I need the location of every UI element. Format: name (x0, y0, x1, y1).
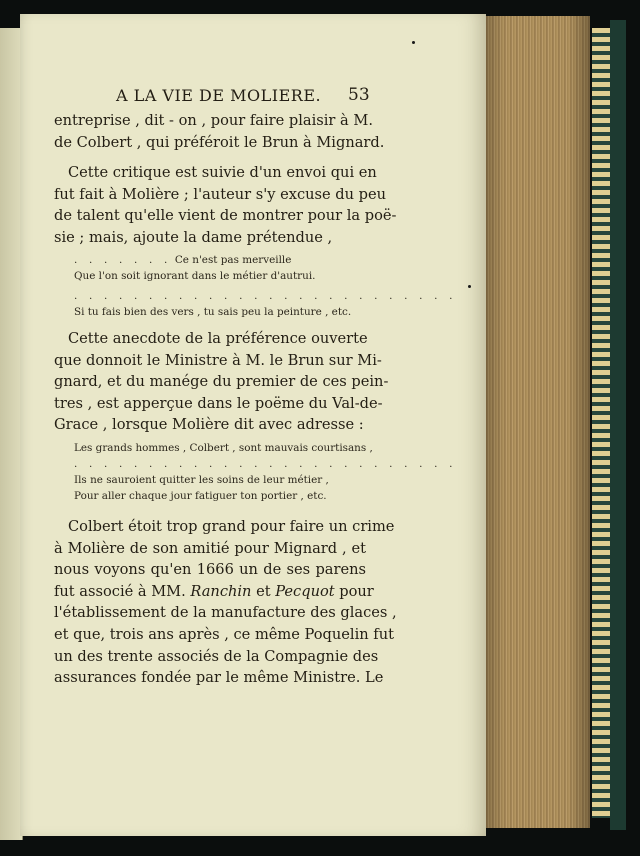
verse-text: Ce n'est pas merveille (174, 254, 292, 266)
text-line: tres , est apperçue dans le poëme du Val-de- (54, 394, 383, 412)
text-fragment: fut associé à MM. (54, 582, 186, 600)
book-cover-edge (610, 20, 626, 830)
text-line: Cette anecdote de la préférence ouverte (68, 330, 368, 347)
specks (412, 41, 415, 44)
page-number: 53 (348, 85, 370, 105)
text-line: fut fait à Molière ; l'auteur s'y excuse du peu (54, 185, 387, 203)
ellipsis-dots: . . . . . . . (74, 254, 172, 266)
verse-line: Si tu fais bien des vers , tu sais peu la peinture , etc. (74, 306, 352, 318)
paragraph-3 (54, 328, 389, 436)
text-line: Colbert étoit trop grand pour faire un crime (68, 518, 395, 535)
text-line: nous voyons qu'en 1666 un de ses parens (54, 561, 366, 579)
italic-name: Pecquot (275, 582, 335, 600)
text-line: Grace , lorsque Molière dit avec adresse : (54, 416, 364, 434)
text-line: de talent qu'elle vient de montrer pour la poë- (54, 207, 397, 225)
text-line: entreprise , dit - on , pour faire plaisir à M. (54, 112, 373, 129)
verse-quote-2 (74, 440, 457, 504)
text-line: gnard, et du manége du premier de ces pein- (54, 373, 389, 391)
italic-name: Ranchin (190, 582, 252, 600)
text-fragment: pour (339, 582, 374, 600)
text-line: de Colbert , qui préféroit le Brun à Mignard. (54, 133, 385, 151)
verse-dots-line (74, 456, 457, 472)
verse-line: Les grands hommes , Colbert , sont mauvais courtisans , (74, 442, 373, 454)
text-line: un des trente associés de la Compagnie des (54, 647, 379, 665)
text-fragment: et (256, 582, 271, 600)
paragraph-1 (54, 110, 385, 153)
headband (592, 28, 610, 818)
specks (468, 285, 471, 288)
text-line (54, 581, 374, 603)
text-line: que donnoit le Ministre à M. le Brun sur Mi- (54, 351, 382, 369)
page-block-shadow (484, 16, 590, 828)
verse-line: Pour aller chaque jour fatiguer ton portier , etc. (74, 490, 327, 502)
ellipsis-dots: . . . . . . . . . . . . . . . . . . . . . . . . . . (74, 458, 457, 470)
paragraph-4 (54, 516, 397, 689)
text-line: et que, trois ans après , ce même Poquelin fut (54, 625, 394, 643)
verse-dots-line (74, 288, 457, 304)
verse-line: Ils ne sauroient quitter les soins de leur métier , (74, 474, 329, 486)
text-line: l'établissement de la manufacture des glaces , (54, 604, 397, 622)
verse-quote-1 (74, 252, 457, 320)
verse-line (74, 252, 364, 268)
text-line: à Molière de son amitié pour Mignard , et (54, 539, 366, 557)
running-head: A LA VIE DE MOLIERE. (116, 86, 322, 105)
verse-line: Que l'on soit ignorant dans le métier d'autrui. (74, 270, 316, 282)
text-line: sie ; mais, ajoute la dame prétendue , (54, 228, 333, 246)
ellipsis-dots: . . . . . . . . . . . . . . . . . . . . . . . . . . (74, 290, 457, 302)
text-line: assurances fondée par le même Ministre. Le (54, 669, 384, 687)
text-line: Cette critique est suivie d'un envoi qui en (68, 164, 377, 181)
paragraph-2 (54, 162, 397, 248)
